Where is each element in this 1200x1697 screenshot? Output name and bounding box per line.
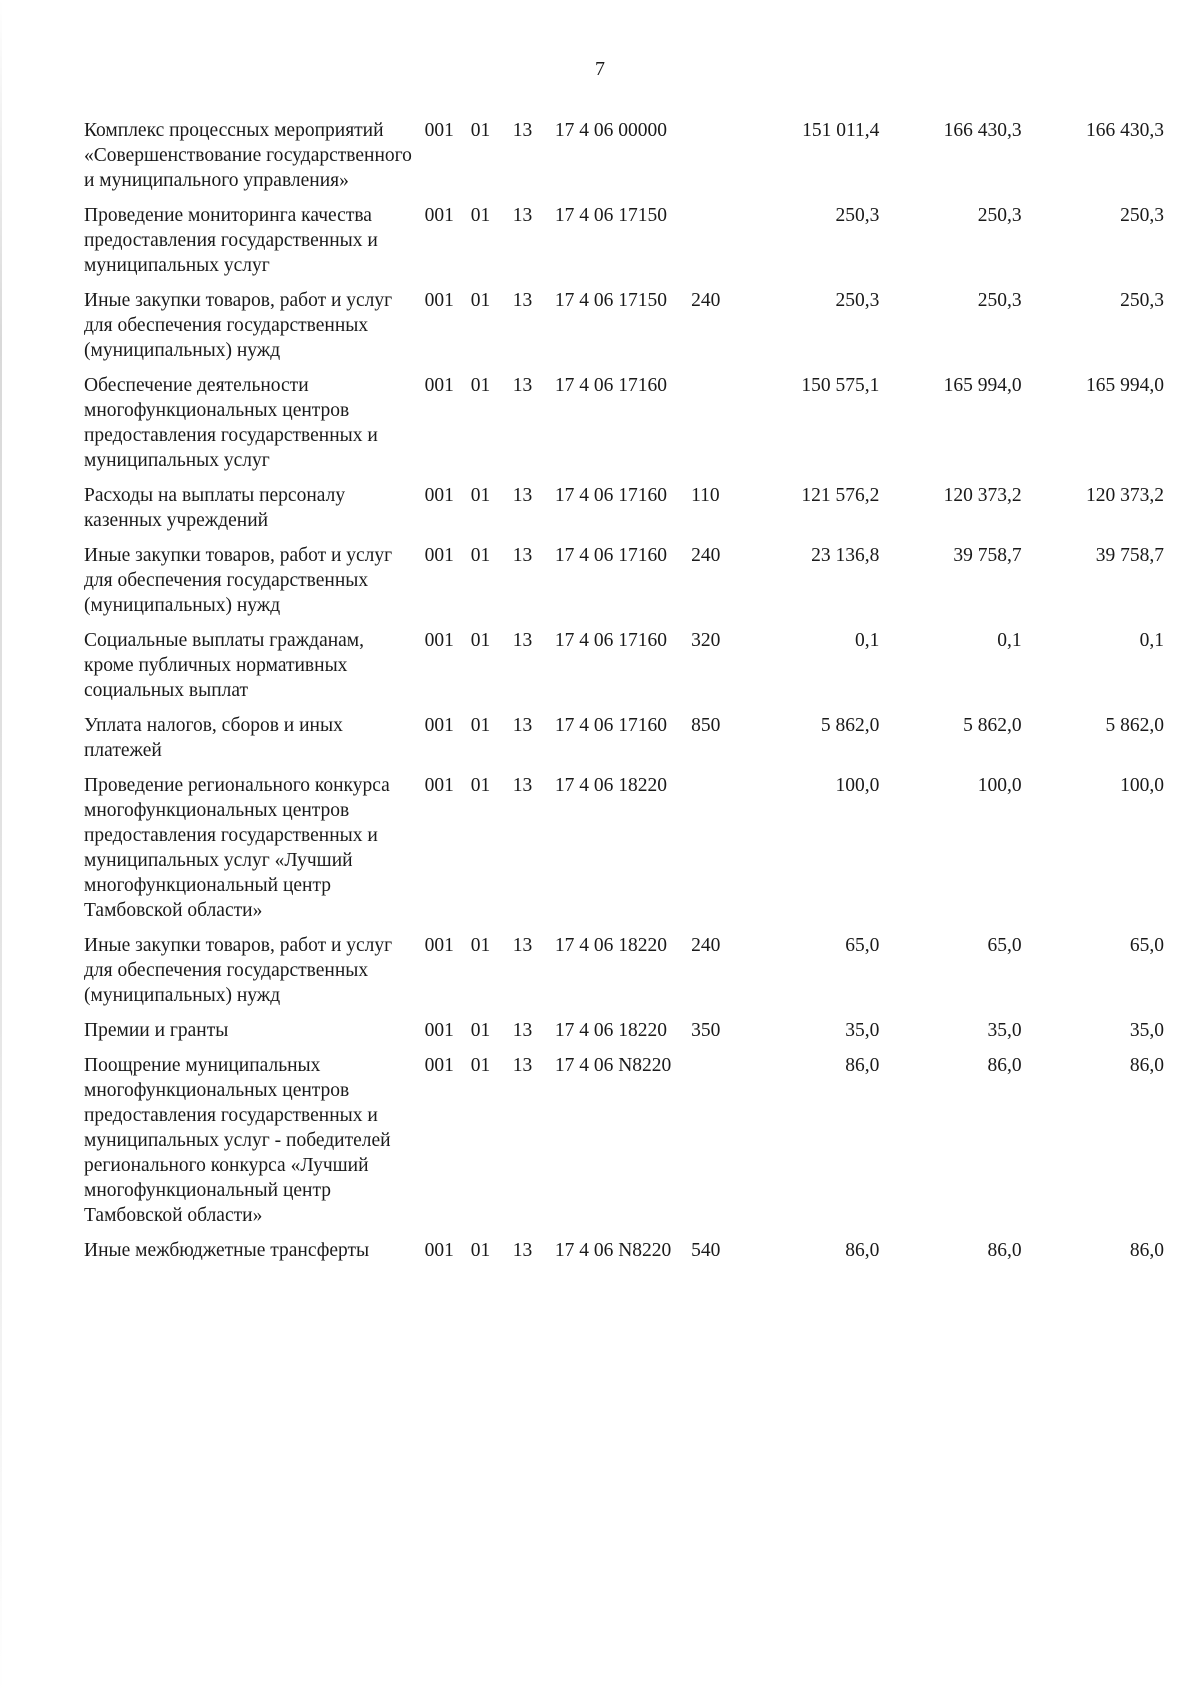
expense-type-code bbox=[691, 118, 737, 203]
row-name: Иные межбюджетные трансферты bbox=[84, 1240, 370, 1261]
table-row bbox=[84, 713, 1164, 773]
expense-type-code bbox=[691, 373, 737, 483]
subsection-code: 13 bbox=[512, 1240, 533, 1261]
admin-code: 001 bbox=[424, 630, 454, 651]
amount-year-1: 150 575,1 bbox=[801, 375, 880, 396]
amount-year-1: 0,1 bbox=[855, 630, 880, 651]
amount-year-1: 65,0 bbox=[845, 935, 880, 956]
admin-code: 001 bbox=[424, 775, 454, 796]
admin-code: 001 bbox=[424, 290, 454, 311]
subsection-code: 13 bbox=[512, 935, 533, 956]
amount-year-3: 166 430,3 bbox=[1086, 120, 1164, 141]
row-name: Премии и гранты bbox=[84, 1020, 229, 1041]
amount-year-3: 250,3 bbox=[1120, 290, 1164, 311]
table-row bbox=[84, 203, 1164, 288]
expense-type-code bbox=[691, 1053, 737, 1238]
amount-year-1: 100,0 bbox=[835, 775, 880, 796]
admin-code: 001 bbox=[424, 120, 454, 141]
target-article-code: 17 4 06 17150 bbox=[554, 205, 667, 226]
table-row bbox=[84, 1238, 1164, 1273]
amount-year-3: 250,3 bbox=[1120, 205, 1164, 226]
amount-year-2: 250,3 bbox=[977, 290, 1022, 311]
section-code: 01 bbox=[470, 715, 491, 736]
expense-type-code bbox=[691, 773, 737, 933]
row-name: Иные закупки товаров, работ и услуг для обеспечения государственных (муниципальных) нужд bbox=[84, 935, 393, 1006]
amount-year-3: 165 994,0 bbox=[1086, 375, 1164, 396]
section-code: 01 bbox=[470, 1020, 491, 1041]
section-code: 01 bbox=[470, 630, 491, 651]
amount-year-2: 120 373,2 bbox=[943, 485, 1022, 506]
row-name: Поощрение муниципальных многофункциональных центров предоставления государственных и муниципальных услуг - победителей регионального конкурса «Лучший многофункциональный центр Тамбовской области» bbox=[84, 1055, 391, 1226]
target-article-code: 17 4 06 18220 bbox=[554, 1020, 667, 1041]
amount-year-2: 165 994,0 bbox=[943, 375, 1022, 396]
admin-code: 001 bbox=[424, 205, 454, 226]
expense-type-code: 240 bbox=[691, 545, 721, 566]
target-article-code: 17 4 06 18220 bbox=[554, 935, 667, 956]
amount-year-3: 65,0 bbox=[1129, 935, 1164, 956]
section-code: 01 bbox=[470, 775, 491, 796]
amount-year-2: 100,0 bbox=[977, 775, 1022, 796]
admin-code: 001 bbox=[424, 485, 454, 506]
amount-year-3: 0,1 bbox=[1139, 630, 1164, 651]
subsection-code: 13 bbox=[512, 120, 533, 141]
target-article-code: 17 4 06 17150 bbox=[554, 290, 667, 311]
table-row bbox=[84, 288, 1164, 373]
subsection-code: 13 bbox=[512, 775, 533, 796]
expense-type-code bbox=[691, 203, 737, 288]
subsection-code: 13 bbox=[512, 205, 533, 226]
amount-year-3: 5 862,0 bbox=[1105, 715, 1164, 736]
expense-type-code: 240 bbox=[691, 935, 721, 956]
target-article-code: 17 4 06 17160 bbox=[554, 715, 667, 736]
target-article-code: 17 4 06 17160 bbox=[554, 630, 667, 651]
expense-type-code: 320 bbox=[691, 630, 721, 651]
subsection-code: 13 bbox=[512, 715, 533, 736]
section-code: 01 bbox=[470, 290, 491, 311]
section-code: 01 bbox=[470, 485, 491, 506]
table-row bbox=[84, 1018, 1164, 1053]
expense-type-code: 110 bbox=[691, 485, 720, 506]
table-row bbox=[84, 118, 1164, 203]
subsection-code: 13 bbox=[512, 1055, 533, 1076]
amount-year-2: 166 430,3 bbox=[943, 120, 1022, 141]
table-row bbox=[84, 773, 1164, 933]
table-row bbox=[84, 373, 1164, 483]
expense-type-code: 350 bbox=[691, 1020, 721, 1041]
table-body bbox=[84, 118, 1164, 1273]
subsection-code: 13 bbox=[512, 375, 533, 396]
amount-year-1: 250,3 bbox=[835, 205, 880, 226]
subsection-code: 13 bbox=[512, 630, 533, 651]
row-name: Уплата налогов, сборов и иных платежей bbox=[84, 715, 343, 761]
subsection-code: 13 bbox=[512, 545, 533, 566]
section-code: 01 bbox=[470, 545, 491, 566]
amount-year-2: 86,0 bbox=[987, 1240, 1022, 1261]
table-row bbox=[84, 1053, 1164, 1238]
subsection-code: 13 bbox=[512, 485, 533, 506]
admin-code: 001 bbox=[424, 1020, 454, 1041]
section-code: 01 bbox=[470, 120, 491, 141]
expense-type-code: 240 bbox=[691, 290, 721, 311]
target-article-code: 17 4 06 17160 bbox=[554, 545, 667, 566]
target-article-code: 17 4 06 N8220 bbox=[554, 1240, 672, 1261]
section-code: 01 bbox=[470, 375, 491, 396]
section-code: 01 bbox=[470, 1055, 491, 1076]
admin-code: 001 bbox=[424, 545, 454, 566]
amount-year-1: 86,0 bbox=[845, 1055, 880, 1076]
row-name: Иные закупки товаров, работ и услуг для обеспечения государственных (муниципальных) нужд bbox=[84, 290, 393, 361]
target-article-code: 17 4 06 17160 bbox=[554, 485, 667, 506]
amount-year-3: 86,0 bbox=[1129, 1055, 1164, 1076]
row-name: Проведение мониторинга качества предоставления государственных и муниципальных услуг bbox=[84, 205, 378, 276]
expense-type-code: 850 bbox=[691, 715, 721, 736]
row-name: Иные закупки товаров, работ и услуг для обеспечения государственных (муниципальных) нужд bbox=[84, 545, 393, 616]
expense-type-code: 540 bbox=[691, 1240, 721, 1261]
amount-year-2: 35,0 bbox=[987, 1020, 1022, 1041]
section-code: 01 bbox=[470, 935, 491, 956]
row-name: Обеспечение деятельности многофункциональных центров предоставления государственных и муниципальных услуг bbox=[84, 375, 378, 471]
scan-edge-shadow bbox=[0, 0, 2, 1697]
section-code: 01 bbox=[470, 205, 491, 226]
amount-year-3: 39 758,7 bbox=[1095, 545, 1164, 566]
admin-code: 001 bbox=[424, 935, 454, 956]
subsection-code: 13 bbox=[512, 290, 533, 311]
target-article-code: 17 4 06 N8220 bbox=[554, 1055, 672, 1076]
admin-code: 001 bbox=[424, 1055, 454, 1076]
amount-year-2: 39 758,7 bbox=[953, 545, 1022, 566]
page-number: 7 bbox=[595, 58, 605, 80]
table-row bbox=[84, 628, 1164, 713]
amount-year-1: 151 011,4 bbox=[802, 120, 880, 141]
amount-year-3: 86,0 bbox=[1129, 1240, 1164, 1261]
amount-year-3: 35,0 bbox=[1129, 1020, 1164, 1041]
amount-year-2: 65,0 bbox=[987, 935, 1022, 956]
amount-year-2: 86,0 bbox=[987, 1055, 1022, 1076]
amount-year-2: 0,1 bbox=[997, 630, 1022, 651]
amount-year-1: 86,0 bbox=[845, 1240, 880, 1261]
table-row bbox=[84, 543, 1164, 628]
table-row bbox=[84, 933, 1164, 1018]
admin-code: 001 bbox=[424, 1240, 454, 1261]
amount-year-3: 120 373,2 bbox=[1086, 485, 1164, 506]
amount-year-1: 250,3 bbox=[835, 290, 880, 311]
amount-year-1: 121 576,2 bbox=[801, 485, 880, 506]
budget-table bbox=[84, 118, 1164, 1273]
row-name: Расходы на выплаты персоналу казенных учреждений bbox=[84, 485, 346, 531]
amount-year-2: 250,3 bbox=[977, 205, 1022, 226]
admin-code: 001 bbox=[424, 375, 454, 396]
subsection-code: 13 bbox=[512, 1020, 533, 1041]
section-code: 01 bbox=[470, 1240, 491, 1261]
target-article-code: 17 4 06 18220 bbox=[554, 775, 667, 796]
amount-year-1: 35,0 bbox=[845, 1020, 880, 1041]
target-article-code: 17 4 06 17160 bbox=[554, 375, 667, 396]
admin-code: 001 bbox=[424, 715, 454, 736]
amount-year-1: 5 862,0 bbox=[820, 715, 880, 736]
row-name: Комплекс процессных мероприятий «Совершенствование государственного и муниципального управления» bbox=[84, 120, 412, 191]
row-name: Проведение регионального конкурса многофункциональных центров предоставления государственных и муниципальных услуг «Лучший многофункциональный центр Тамбовской области» bbox=[84, 775, 390, 921]
table-row bbox=[84, 483, 1164, 543]
row-name: Социальные выплаты гражданам, кроме публичных нормативных социальных выплат bbox=[84, 630, 365, 701]
amount-year-1: 23 136,8 bbox=[811, 545, 880, 566]
amount-year-2: 5 862,0 bbox=[963, 715, 1022, 736]
target-article-code: 17 4 06 00000 bbox=[554, 120, 667, 141]
amount-year-3: 100,0 bbox=[1120, 775, 1164, 796]
